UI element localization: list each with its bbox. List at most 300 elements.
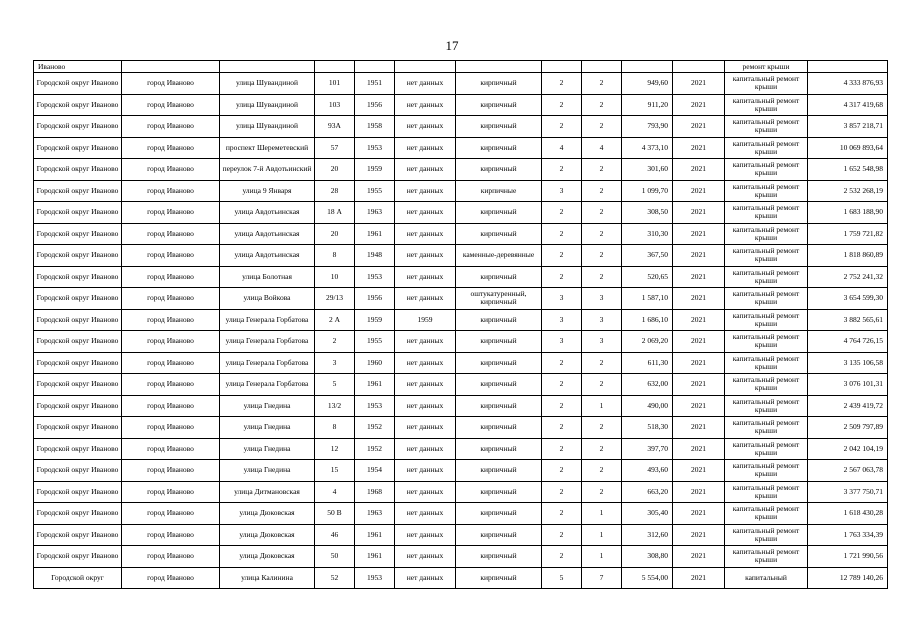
cell-work-type: капитальный ремонт крыши: [725, 159, 808, 181]
cell-cost: 1 652 548,98: [808, 159, 888, 181]
cell-entrances: 2: [582, 481, 622, 503]
cell-floors: 2: [542, 94, 582, 116]
cell-year-renovated: нет данных: [395, 73, 456, 95]
cell-cost: 12 789 140,26: [808, 567, 888, 589]
cell-work-type: капитальный ремонт крыши: [725, 223, 808, 245]
cell-area: 1 686,10: [622, 309, 673, 331]
cell-entrances: 2: [582, 202, 622, 224]
cell-street: улица Авдотьинская: [220, 245, 315, 267]
cell-year-built: 1955: [355, 180, 395, 202]
cell-year-built: 1951: [355, 73, 395, 95]
cell-cost: 2 752 241,32: [808, 266, 888, 288]
cell-floors: 4: [542, 137, 582, 159]
cell-municipality: Городской округ Иваново: [34, 352, 122, 374]
cell-municipality: Городской округ Иваново: [34, 331, 122, 353]
cell-house-number: 8: [315, 417, 355, 439]
cell-street: улица Дюковская: [220, 546, 315, 568]
cell-repair-year: 2021: [673, 438, 725, 460]
cell-work-type: капитальный ремонт крыши: [725, 180, 808, 202]
cell-street: улица Гнедина: [220, 395, 315, 417]
cell-repair-year: 2021: [673, 524, 725, 546]
cell-house-number: 3: [315, 352, 355, 374]
cell-street: улица Гнедина: [220, 460, 315, 482]
cell-wall-material: кирпичный: [456, 395, 542, 417]
cell-floors: 2: [542, 245, 582, 267]
cell-year-built: 1968: [355, 481, 395, 503]
cell-municipality: Городской округ Иваново: [34, 546, 122, 568]
cell-year-renovated: нет данных: [395, 395, 456, 417]
cell-house-number: 2: [315, 331, 355, 353]
cell-year-built: 1959: [355, 309, 395, 331]
cell-empty: [315, 61, 355, 73]
cell-year-built: 1961: [355, 223, 395, 245]
cell-wall-material: кирпичный: [456, 567, 542, 589]
cell-street: улица Шувандиной: [220, 116, 315, 138]
cell-house-number: 103: [315, 94, 355, 116]
cell-settlement: город Иваново: [122, 202, 220, 224]
cell-year-renovated: нет данных: [395, 331, 456, 353]
cell-street: улица Генерала Горбатова: [220, 309, 315, 331]
cell-year-built: 1958: [355, 116, 395, 138]
cell-entrances: 2: [582, 352, 622, 374]
cell-settlement: город Иваново: [122, 245, 220, 267]
cell-wall-material: кирпичный: [456, 417, 542, 439]
cell-wall-material: кирпичный: [456, 116, 542, 138]
cell-floors: 3: [542, 331, 582, 353]
cell-repair-year: 2021: [673, 266, 725, 288]
cell-repair-year: 2021: [673, 73, 725, 95]
cell-year-built: 1953: [355, 395, 395, 417]
cell-repair-year: 2021: [673, 116, 725, 138]
cell-empty: [582, 61, 622, 73]
cell-area: 305,40: [622, 503, 673, 525]
cell-house-number: 13/2: [315, 395, 355, 417]
cell-empty: [122, 61, 220, 73]
cell-work-type: капитальный ремонт крыши: [725, 481, 808, 503]
cell-street: улица Шувандиной: [220, 94, 315, 116]
cell-settlement: город Иваново: [122, 546, 220, 568]
cell-floors: 2: [542, 116, 582, 138]
cell-street: улица Войкова: [220, 288, 315, 310]
cell-entrances: 2: [582, 159, 622, 181]
cell-entrances: 2: [582, 374, 622, 396]
cell-settlement: город Иваново: [122, 266, 220, 288]
cell-cost: 1 721 990,56: [808, 546, 888, 568]
cell-area: 5 554,00: [622, 567, 673, 589]
cell-municipality: Городской округ Иваново: [34, 73, 122, 95]
cell-municipality: Городской округ Иваново: [34, 481, 122, 503]
cell-floors: 3: [542, 180, 582, 202]
cell-street: улица Авдотьинская: [220, 223, 315, 245]
cell-house-number: 93А: [315, 116, 355, 138]
cell-wall-material: кирпичный: [456, 309, 542, 331]
cell-cost: 4 317 419,68: [808, 94, 888, 116]
cell-area: 4 373,10: [622, 137, 673, 159]
cell-settlement: город Иваново: [122, 503, 220, 525]
cell-year-renovated: нет данных: [395, 460, 456, 482]
cell-repair-year: 2021: [673, 223, 725, 245]
cell-wall-material: кирпичный: [456, 331, 542, 353]
cell-work-type: капитальный ремонт крыши: [725, 137, 808, 159]
cell-work-type: капитальный ремонт крыши: [725, 460, 808, 482]
cell-year-built: 1956: [355, 94, 395, 116]
cell-year-renovated: нет данных: [395, 266, 456, 288]
cell-municipality: Городской округ Иваново: [34, 180, 122, 202]
cell-municipality: Городской округ Иваново: [34, 116, 122, 138]
cell-floors: 2: [542, 524, 582, 546]
cell-year-renovated: нет данных: [395, 137, 456, 159]
cell-year-renovated: нет данных: [395, 438, 456, 460]
cell-cost: 3 377 750,71: [808, 481, 888, 503]
table-row: [34, 288, 888, 310]
cell-work-type: капитальный ремонт крыши: [725, 202, 808, 224]
table-row: [34, 116, 888, 138]
table-row: [34, 460, 888, 482]
cell-street: улица Калинина: [220, 567, 315, 589]
cell-repair-year: 2021: [673, 352, 725, 374]
cell-year-built: 1954: [355, 460, 395, 482]
cell-empty: [395, 61, 456, 73]
cell-year-renovated: нет данных: [395, 374, 456, 396]
cell-empty: [808, 61, 888, 73]
cell-entrances: 2: [582, 116, 622, 138]
cell-entrances: 3: [582, 309, 622, 331]
cell-repair-year: 2021: [673, 288, 725, 310]
cell-settlement: город Иваново: [122, 417, 220, 439]
cell-work-type: капитальный ремонт крыши: [725, 309, 808, 331]
table-row: [34, 524, 888, 546]
cell-year-built: 1961: [355, 524, 395, 546]
cell-settlement: город Иваново: [122, 352, 220, 374]
cell-municipality: Городской округ Иваново: [34, 223, 122, 245]
cell-house-number: 18 А: [315, 202, 355, 224]
cell-repair-year: 2021: [673, 374, 725, 396]
cell-street: переулок 7-й Авдотьинский: [220, 159, 315, 181]
table-row: [34, 503, 888, 525]
cell-year-renovated: нет данных: [395, 202, 456, 224]
cell-entrances: 2: [582, 460, 622, 482]
cell-wall-material: кирпичный: [456, 94, 542, 116]
cell-empty: [355, 61, 395, 73]
cell-work-type: капитальный ремонт крыши: [725, 546, 808, 568]
cell-street: проспект Шереметевский: [220, 137, 315, 159]
table-row: [34, 180, 888, 202]
cell-wall-material: кирпичный: [456, 202, 542, 224]
cell-work-type: капитальный ремонт крыши: [725, 438, 808, 460]
cell-area: 301,60: [622, 159, 673, 181]
cell-work-type: капитальный ремонт крыши: [725, 374, 808, 396]
cell-floors: 5: [542, 567, 582, 589]
cell-area: 1 587,10: [622, 288, 673, 310]
cell-work-type: капитальный ремонт крыши: [725, 288, 808, 310]
cell-settlement: город Иваново: [122, 137, 220, 159]
cell-floors: 2: [542, 395, 582, 417]
cell-year-renovated: 1959: [395, 309, 456, 331]
cell-municipality: Городской округ: [34, 567, 122, 589]
cell-repair-year: 2021: [673, 503, 725, 525]
cell-work-type: капитальный ремонт крыши: [725, 524, 808, 546]
cell-empty: [220, 61, 315, 73]
cell-repair-year: 2021: [673, 567, 725, 589]
cell-year-built: 1960: [355, 352, 395, 374]
cell-year-built: 1953: [355, 266, 395, 288]
cell-cost: 3 076 101,31: [808, 374, 888, 396]
cell-area: 520,65: [622, 266, 673, 288]
cell-municipality: Городской округ Иваново: [34, 503, 122, 525]
cell-house-number: 57: [315, 137, 355, 159]
cell-entrances: 2: [582, 94, 622, 116]
cell-repair-year: 2021: [673, 395, 725, 417]
cell-year-renovated: нет данных: [395, 159, 456, 181]
cell-year-renovated: нет данных: [395, 223, 456, 245]
cell-settlement: город Иваново: [122, 309, 220, 331]
cell-cost: 3 857 218,71: [808, 116, 888, 138]
cell-cost: 4 333 876,93: [808, 73, 888, 95]
cell-entrances: 7: [582, 567, 622, 589]
cell-municipality: Городской округ Иваново: [34, 94, 122, 116]
cell-house-number: 15: [315, 460, 355, 482]
cell-cost: 1 818 860,89: [808, 245, 888, 267]
cell-entrances: 2: [582, 245, 622, 267]
cell-floors: 3: [542, 288, 582, 310]
cell-work-type: капитальный ремонт крыши: [725, 94, 808, 116]
cell-empty: [456, 61, 542, 73]
cell-area: 1 099,70: [622, 180, 673, 202]
cell-area: 949,60: [622, 73, 673, 95]
cell-work-type: капитальный ремонт крыши: [725, 417, 808, 439]
cell-house-number: 2 А: [315, 309, 355, 331]
cell-street: улица Авдотьинская: [220, 202, 315, 224]
cell-entrances: 2: [582, 223, 622, 245]
cell-settlement: город Иваново: [122, 395, 220, 417]
cell-house-number: 20: [315, 159, 355, 181]
cell-entrances: 2: [582, 73, 622, 95]
cell-work-type: капитальный ремонт крыши: [725, 352, 808, 374]
cell-year-renovated: нет данных: [395, 567, 456, 589]
table-row: [34, 438, 888, 460]
cell-wall-material: каменные-деревянные: [456, 245, 542, 267]
table-row: [34, 94, 888, 116]
cell-municipality: Городской округ Иваново: [34, 159, 122, 181]
cell-wall-material: кирпичный: [456, 159, 542, 181]
cell-street: улица Дюковская: [220, 524, 315, 546]
cell-floors: 3: [542, 309, 582, 331]
cell-wall-material: оштукатуренный, кирпичный: [456, 288, 542, 310]
table-row: [34, 159, 888, 181]
cell-wall-material: кирпичный: [456, 374, 542, 396]
table-row: [34, 309, 888, 331]
cell-house-number: 12: [315, 438, 355, 460]
cell-work-type: капитальный ремонт крыши: [725, 331, 808, 353]
cell-area: 493,60: [622, 460, 673, 482]
cell-settlement: город Иваново: [122, 223, 220, 245]
cell-cost: 1 618 430,28: [808, 503, 888, 525]
cell-settlement: город Иваново: [122, 481, 220, 503]
cell-year-built: 1956: [355, 288, 395, 310]
cell-wall-material: кирпичный: [456, 438, 542, 460]
cell-municipality: Городской округ Иваново: [34, 245, 122, 267]
cell-year-built: 1961: [355, 374, 395, 396]
cell-repair-year: 2021: [673, 481, 725, 503]
cell-work-type: капитальный ремонт крыши: [725, 73, 808, 95]
cell-floors: 2: [542, 266, 582, 288]
cell-municipality: Городской округ Иваново: [34, 374, 122, 396]
cell-repair-year: 2021: [673, 245, 725, 267]
cell-area: 312,60: [622, 524, 673, 546]
table-row: [34, 567, 888, 589]
cell-municipality: Городской округ Иваново: [34, 202, 122, 224]
table-row: [34, 481, 888, 503]
cell-cost: 4 764 726,15: [808, 331, 888, 353]
cell-work-type: капитальный ремонт крыши: [725, 116, 808, 138]
cell-floors: 2: [542, 73, 582, 95]
cell-street: улица Дюковская: [220, 503, 315, 525]
cell-entrances: 1: [582, 503, 622, 525]
cell-house-number: 50: [315, 546, 355, 568]
cell-cost: 3 882 565,61: [808, 309, 888, 331]
cell-year-built: 1961: [355, 546, 395, 568]
cell-year-built: 1952: [355, 438, 395, 460]
cell-repair-year: 2021: [673, 309, 725, 331]
table-row: [34, 266, 888, 288]
table-row: [34, 245, 888, 267]
cell-repair-year: 2021: [673, 417, 725, 439]
cell-wall-material: кирпичные: [456, 180, 542, 202]
cell-entrances: 1: [582, 395, 622, 417]
cell-year-renovated: нет данных: [395, 245, 456, 267]
cell-floors: 2: [542, 159, 582, 181]
cell-floors: 2: [542, 374, 582, 396]
cell-year-renovated: нет данных: [395, 288, 456, 310]
cell-settlement: город Иваново: [122, 374, 220, 396]
cell-cost: 2 042 104,19: [808, 438, 888, 460]
cell-entrances: 2: [582, 438, 622, 460]
cell-area: 310,30: [622, 223, 673, 245]
cell-year-built: 1959: [355, 159, 395, 181]
cell-repair-year: 2021: [673, 180, 725, 202]
cell-wall-material: кирпичный: [456, 503, 542, 525]
cell-area: 367,50: [622, 245, 673, 267]
cell-municipality: Городской округ Иваново: [34, 288, 122, 310]
cell-wall-material: кирпичный: [456, 266, 542, 288]
cell-area: 611,30: [622, 352, 673, 374]
cell-year-built: 1953: [355, 567, 395, 589]
cell-wall-material: кирпичный: [456, 223, 542, 245]
cell-floors: 2: [542, 223, 582, 245]
cell-cost: 2 509 797,89: [808, 417, 888, 439]
cell-settlement: город Иваново: [122, 460, 220, 482]
cell-municipality: Городской округ Иваново: [34, 417, 122, 439]
cell-house-number: 20: [315, 223, 355, 245]
table-row: [34, 137, 888, 159]
cell-street: улица Дитмановская: [220, 481, 315, 503]
housing-repair-table: [33, 60, 888, 589]
cell-street: улица Гнедина: [220, 438, 315, 460]
cell-cost: 3 654 599,30: [808, 288, 888, 310]
cell-street: улица Болотная: [220, 266, 315, 288]
cell-house-number: 50 В: [315, 503, 355, 525]
cell-floors: 2: [542, 546, 582, 568]
cell-wall-material: кирпичный: [456, 137, 542, 159]
cell-work-type: ремонт крыши: [725, 61, 808, 73]
cell-area: 397,70: [622, 438, 673, 460]
table-row-continuation: [34, 61, 888, 73]
cell-house-number: 8: [315, 245, 355, 267]
table-row: [34, 395, 888, 417]
cell-municipality: Городской округ Иваново: [34, 309, 122, 331]
cell-municipality: Иваново: [34, 61, 122, 73]
cell-cost: 10 069 893,64: [808, 137, 888, 159]
cell-year-built: 1963: [355, 503, 395, 525]
cell-empty: [542, 61, 582, 73]
table-row: [34, 352, 888, 374]
cell-street: улица Генерала Горбатова: [220, 374, 315, 396]
cell-settlement: город Иваново: [122, 94, 220, 116]
cell-settlement: город Иваново: [122, 524, 220, 546]
table-row: [34, 374, 888, 396]
cell-year-renovated: нет данных: [395, 352, 456, 374]
cell-street: улица Генерала Горбатова: [220, 352, 315, 374]
cell-wall-material: кирпичный: [456, 546, 542, 568]
cell-area: 308,80: [622, 546, 673, 568]
cell-municipality: Городской округ Иваново: [34, 524, 122, 546]
cell-municipality: Городской округ Иваново: [34, 460, 122, 482]
cell-settlement: город Иваново: [122, 180, 220, 202]
table-row: [34, 417, 888, 439]
cell-wall-material: кирпичный: [456, 460, 542, 482]
cell-entrances: 3: [582, 288, 622, 310]
cell-house-number: 101: [315, 73, 355, 95]
cell-area: 663,20: [622, 481, 673, 503]
cell-year-built: 1955: [355, 331, 395, 353]
cell-wall-material: кирпичный: [456, 352, 542, 374]
cell-area: 793,90: [622, 116, 673, 138]
cell-year-renovated: нет данных: [395, 546, 456, 568]
table-row: [34, 546, 888, 568]
cell-entrances: 2: [582, 180, 622, 202]
cell-year-renovated: нет данных: [395, 116, 456, 138]
cell-year-built: 1948: [355, 245, 395, 267]
table-row: [34, 331, 888, 353]
cell-settlement: город Иваново: [122, 438, 220, 460]
cell-area: 490,00: [622, 395, 673, 417]
cell-cost: 3 135 106,58: [808, 352, 888, 374]
cell-street: улица Генерала Горбатова: [220, 331, 315, 353]
cell-house-number: 29/13: [315, 288, 355, 310]
cell-settlement: город Иваново: [122, 567, 220, 589]
cell-floors: 2: [542, 352, 582, 374]
cell-street: улица Шувандиной: [220, 73, 315, 95]
cell-entrances: 2: [582, 417, 622, 439]
table-row: [34, 73, 888, 95]
cell-year-renovated: нет данных: [395, 524, 456, 546]
cell-empty: [673, 61, 725, 73]
cell-wall-material: кирпичный: [456, 524, 542, 546]
cell-cost: 1 763 334,39: [808, 524, 888, 546]
table-row: [34, 202, 888, 224]
cell-year-built: 1953: [355, 137, 395, 159]
cell-wall-material: кирпичный: [456, 481, 542, 503]
cell-area: 518,30: [622, 417, 673, 439]
cell-entrances: 4: [582, 137, 622, 159]
cell-house-number: 5: [315, 374, 355, 396]
cell-municipality: Городской округ Иваново: [34, 266, 122, 288]
cell-settlement: город Иваново: [122, 116, 220, 138]
cell-entrances: 1: [582, 546, 622, 568]
cell-work-type: капитальный ремонт крыши: [725, 395, 808, 417]
cell-wall-material: кирпичный: [456, 73, 542, 95]
cell-repair-year: 2021: [673, 202, 725, 224]
